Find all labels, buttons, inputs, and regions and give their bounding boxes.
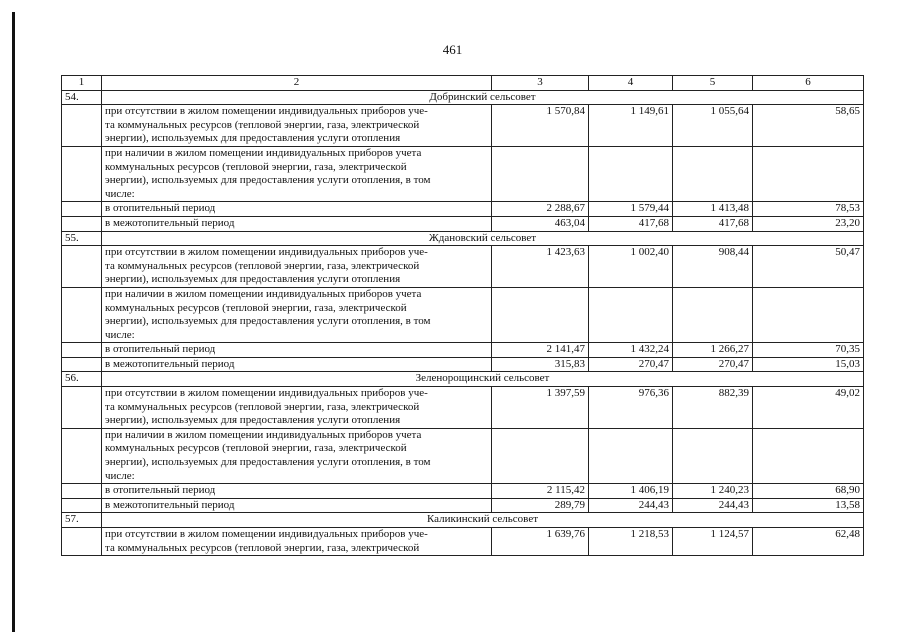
row-number-cell: [62, 287, 102, 342]
row-number-cell: [62, 105, 102, 147]
value-c6: 50,47: [753, 246, 864, 288]
table-row: [62, 216, 864, 231]
tariff-table: [61, 75, 864, 556]
value-c6: [753, 428, 864, 483]
value-c5: [673, 146, 753, 201]
row-description: [102, 498, 492, 513]
table-row: [62, 484, 864, 499]
value-c3: 463,04: [492, 216, 589, 231]
value-c3: 2 115,42: [492, 484, 589, 499]
description-line: при отсутствии в жилом помещении индивидуальных приборов уче-: [105, 105, 428, 118]
row-number-cell: [62, 343, 102, 358]
value-c3: 1 570,84: [492, 105, 589, 147]
value-c5: 270,47: [673, 357, 753, 372]
value-c6: 78,53: [753, 202, 864, 217]
table-row: [62, 498, 864, 513]
description-line: при наличии в жилом помещении индивидуальных приборов учета: [105, 428, 422, 441]
value-c5: [673, 428, 753, 483]
value-c4: 1 218,53: [589, 528, 673, 556]
value-c5: 1 055,64: [673, 105, 753, 147]
row-number-cell: [62, 528, 102, 556]
value-c6: 49,02: [753, 387, 864, 429]
row-description: [102, 428, 492, 483]
description-line: коммунальных ресурсов (тепловой энергии, газа, электрической: [105, 442, 407, 455]
value-c5: 1 240,23: [673, 484, 753, 499]
table-row: [62, 246, 864, 288]
value-c5: 1 413,48: [673, 202, 753, 217]
row-description: [102, 105, 492, 147]
value-c4: 270,47: [589, 357, 673, 372]
table-row: [62, 343, 864, 358]
description-line: коммунальных ресурсов (тепловой энергии, газа, электрической: [105, 301, 407, 314]
value-c4: 244,43: [589, 498, 673, 513]
value-c6: 23,20: [753, 216, 864, 231]
row-description: [102, 484, 492, 499]
description-line: в межотопительный период: [105, 216, 235, 229]
section-header-row: [62, 513, 864, 528]
section-header-row: [62, 372, 864, 387]
table-row: [62, 387, 864, 429]
value-c4: 1 406,19: [589, 484, 673, 499]
row-description: [102, 216, 492, 231]
description-line: энергии), используемых для предоставления услуги отопления, в том: [105, 456, 431, 469]
table-row: [62, 428, 864, 483]
section-name: Добринский сельсовет: [102, 90, 864, 105]
value-c3: 1 639,76: [492, 528, 589, 556]
table-row: [62, 105, 864, 147]
row-description: [102, 357, 492, 372]
description-line: энергии), используемых для предоставления услуги отопления: [105, 132, 401, 145]
description-line: при отсутствии в жилом помещении индивидуальных приборов уче-: [105, 528, 428, 540]
value-c6: 58,65: [753, 105, 864, 147]
row-number-cell: [62, 357, 102, 372]
value-c3: [492, 287, 589, 342]
table-row: [62, 357, 864, 372]
value-c3: 2 288,67: [492, 202, 589, 217]
description-line: та коммунальных ресурсов (тепловой энергии, газа, электрической: [105, 259, 420, 272]
value-c4: [589, 287, 673, 342]
row-number-cell: [62, 202, 102, 217]
value-c5: [673, 287, 753, 342]
section-name: Ждановский сельсовет: [102, 231, 864, 246]
row-description: [102, 343, 492, 358]
row-number-cell: [62, 146, 102, 201]
column-header: 6: [753, 76, 864, 91]
row-description: [102, 146, 492, 201]
description-line: в отопительный период: [105, 202, 216, 215]
description-line: энергии), используемых для предоставления услуги отопления, в том: [105, 174, 431, 187]
value-c5: 244,43: [673, 498, 753, 513]
description-line: при отсутствии в жилом помещении индивидуальных приборов уче-: [105, 387, 428, 400]
section-header-row: [62, 90, 864, 105]
description-line: та коммунальных ресурсов (тепловой энергии, газа, электрической: [105, 118, 420, 131]
table-row: [62, 202, 864, 217]
value-c3: 1 423,63: [492, 246, 589, 288]
table-row: [62, 287, 864, 342]
description-line: числе:: [105, 469, 135, 482]
value-c6: 68,90: [753, 484, 864, 499]
description-line: та коммунальных ресурсов (тепловой энергии, газа, электрической: [105, 541, 420, 554]
value-c6: 62,48: [753, 528, 864, 556]
page-edge-bar: [12, 12, 15, 632]
value-c4: 1 432,24: [589, 343, 673, 358]
table-row: [62, 146, 864, 201]
section-number: 54.: [62, 90, 102, 105]
section-number: 55.: [62, 231, 102, 246]
section-number: 57.: [62, 513, 102, 528]
column-header: 4: [589, 76, 673, 91]
value-c5: 1 266,27: [673, 343, 753, 358]
row-description: [102, 202, 492, 217]
value-c4: [589, 428, 673, 483]
description-line: энергии), используемых для предоставления услуги отопления: [105, 414, 401, 427]
value-c3: 2 141,47: [492, 343, 589, 358]
description-line: коммунальных ресурсов (тепловой энергии, газа, электрической: [105, 160, 407, 173]
page-number: 461: [442, 42, 463, 57]
description-line: в отопительный период: [105, 343, 216, 356]
section-number: 56.: [62, 372, 102, 387]
row-number-cell: [62, 216, 102, 231]
value-c3: [492, 146, 589, 201]
row-description: [102, 287, 492, 342]
description-line: при отсутствии в жилом помещении индивидуальных приборов уче-: [105, 246, 428, 259]
value-c3: 315,83: [492, 357, 589, 372]
column-header: 3: [492, 76, 589, 91]
value-c4: [589, 146, 673, 201]
value-c3: 1 397,59: [492, 387, 589, 429]
row-description: [102, 246, 492, 288]
description-line: энергии), используемых для предоставления услуги отопления: [105, 273, 401, 286]
value-c6: [753, 287, 864, 342]
value-c5: 1 124,57: [673, 528, 753, 556]
description-line: числе:: [105, 187, 135, 200]
table-row: [62, 528, 864, 556]
row-description: [102, 528, 492, 556]
description-line: в отопительный период: [105, 484, 216, 497]
description-line: числе:: [105, 328, 135, 341]
value-c3: 289,79: [492, 498, 589, 513]
description-line: при наличии в жилом помещении индивидуальных приборов учета: [105, 146, 422, 159]
value-c4: 1 002,40: [589, 246, 673, 288]
section-name: Каликинский сельсовет: [102, 513, 864, 528]
value-c3: [492, 428, 589, 483]
column-header: 5: [673, 76, 753, 91]
section-header-row: [62, 231, 864, 246]
description-line: в межотопительный период: [105, 498, 235, 511]
row-number-cell: [62, 246, 102, 288]
description-line: в межотопительный период: [105, 357, 235, 370]
value-c4: 976,36: [589, 387, 673, 429]
row-number-cell: [62, 387, 102, 429]
value-c6: [753, 146, 864, 201]
column-header: 2: [102, 76, 492, 91]
column-header-row: [62, 76, 864, 91]
value-c6: 15,03: [753, 357, 864, 372]
value-c5: 417,68: [673, 216, 753, 231]
section-name: Зеленорощинский сельсовет: [102, 372, 864, 387]
description-line: энергии), используемых для предоставления услуги отопления, в том: [105, 315, 431, 328]
value-c4: 417,68: [589, 216, 673, 231]
row-number-cell: [62, 484, 102, 499]
value-c6: 13,58: [753, 498, 864, 513]
row-number-cell: [62, 428, 102, 483]
description-line: та коммунальных ресурсов (тепловой энергии, газа, электрической: [105, 400, 420, 413]
value-c5: 908,44: [673, 246, 753, 288]
value-c4: 1 579,44: [589, 202, 673, 217]
row-description: [102, 387, 492, 429]
value-c4: 1 149,61: [589, 105, 673, 147]
value-c5: 882,39: [673, 387, 753, 429]
value-c6: 70,35: [753, 343, 864, 358]
description-line: при наличии в жилом помещении индивидуальных приборов учета: [105, 287, 422, 300]
row-number-cell: [62, 498, 102, 513]
column-header: 1: [62, 76, 102, 91]
